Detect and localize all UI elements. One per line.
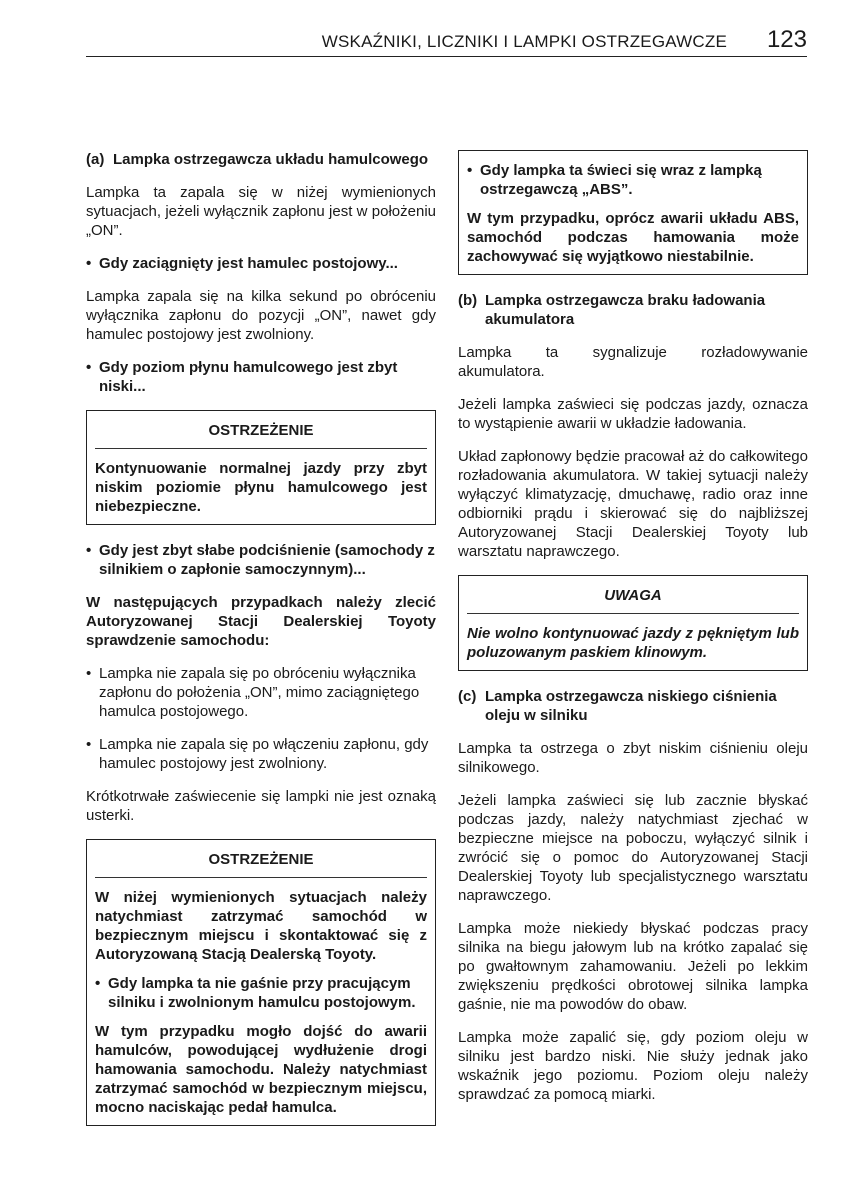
section-c-paragraph-3: Lampka może niekiedy błyskać podczas pracy silnika na biegu jałowym lub na krótko zapalać się po gwałtownym zahamowaniu. Jeżeli po lekkim zwiększeniu prędkości obrotowej silnika lampka gaśnie, nie ma powodów do obaw.: [458, 920, 808, 1013]
section-b-heading: [458, 291, 808, 329]
section-b-paragraph-2: Jeżeli lampka zaświeci się podczas jazdy, oznacza to wystąpienie awarii w układzie ładowania.: [458, 396, 808, 432]
abs-bullet: [467, 161, 799, 199]
note-box-belt: [458, 575, 808, 671]
bullet-glyph: •: [95, 975, 101, 992]
section-c-heading-text: Lampka ostrzegawcza niskiego ciśnienia oleju w silniku: [485, 688, 777, 724]
left-column: [86, 150, 436, 1142]
bullet-vacuum: [86, 541, 436, 579]
bullet-vacuum-text: Gdy jest zbyt słabe podciśnienie (samochody z silnikiem o zapłonie samoczynnym)...: [99, 542, 435, 578]
warning-box-bullet: [95, 974, 427, 1012]
contact-dealer-paragraph: W następujących przypadkach należy zlecić Autoryzowanej Stacji Dealerskiej Toyoty sprawdzenie samochodu:: [86, 594, 436, 649]
bullet-glyph: •: [86, 542, 92, 559]
bullet-parking-brake-text: Gdy zaciągnięty jest hamulec postojowy...: [99, 255, 398, 272]
note-box-text: Nie wolno kontynuować jazdy z pękniętym lub poluzowanym paskiem klinowym.: [467, 625, 799, 661]
section-c-paragraph-2: Jeżeli lampka zaświeci się lub zacznie błyskać podczas jazdy, należy natychmiast zjechać w bezpieczne miejsce na poboczu, wyłączyć silnik i zwrócić się o pomoc do Autoryzowanej Stacji Dealerskiej Toyoty lub specjalistycznego warsztatu naprawczego.: [458, 792, 808, 904]
section-a-heading: [86, 150, 436, 169]
warning-box-text: Kontynuowanie normalnej jazdy przy zbyt niskim poziomie płynu hamulcowego jest niebezpieczne.: [95, 460, 427, 515]
abs-warning-box: [458, 150, 808, 275]
bullet-parking-brake: [86, 254, 436, 273]
section-b-paragraph-1: Lampka ta sygnalizuje rozładowywanie akumulatora.: [458, 344, 808, 380]
section-b-paragraph-3: Układ zapłonowy będzie pracował aż do całkowitego rozładowania akumulatora. W takiej sytuacji należy wyłączyć klimatyzację, dmuchawę, radio oraz inne odbiorniki prądu i skierować się do najbliższej Autoryzowanej Stacji Dealerskiej Toyoty lub warsztatu naprawczego.: [458, 448, 808, 560]
warning-box-brake-fluid: [86, 410, 436, 525]
right-column: [458, 150, 808, 1118]
warning-box-bullet-text: Gdy lampka ta nie gaśnie przy pracującym silniku i zwolnionym hamulcu postojowym.: [108, 975, 416, 1011]
bullet-brake-fluid-text: Gdy poziom płynu hamulcowego jest zbyt niski...: [99, 359, 398, 395]
short-lighting-paragraph: Krótkotrwałe zaświecenie się lampki nie jest oznaką usterki.: [86, 788, 436, 824]
bullet-glyph: •: [86, 255, 92, 272]
section-c-heading: [458, 687, 808, 725]
page-header: [86, 22, 807, 57]
abs-bullet-text: Gdy lampka ta świeci się wraz z lampką ostrzegawczą „ABS”.: [480, 162, 762, 198]
bullet-glyph: •: [467, 162, 473, 179]
case-item-1: [86, 664, 436, 721]
bullet-glyph: •: [86, 359, 92, 376]
section-b-marker: (b): [458, 292, 478, 309]
section-a-heading-text: Lampka ostrzegawcza układu hamulcowego: [113, 151, 429, 168]
section-a-paragraph: Lampka ta zapala się w niżej wymienionych sytuacjach, jeżeli wyłącznik zapłonu jest w położeniu „ON”.: [86, 184, 436, 239]
warning-box-title: OSTRZEŻENIE: [95, 848, 427, 878]
abs-warning-text: W tym przypadku, oprócz awarii układu ABS, samochód podczas hamowania może zachowywać się wyjątkowo niestabilnie.: [467, 210, 799, 265]
page-header-title: WSKAŹNIKI, LICZNIKI I LAMPKI OSTRZEGAWCZE: [321, 32, 727, 51]
section-c-paragraph-4: Lampka może zapalić się, gdy poziom oleju w silniku jest bardzo niski. Nie służy jednak jako wskaźnik jego poziomu. Poziom oleju należy sprawdzać za pomocą miarki.: [458, 1029, 808, 1103]
warning-box-paragraph-2: W tym przypadku mogło dojść do awarii hamulców, powodującej wydłużenie drogi hamowania samochodu. Należy natychmiast zatrzymać samochód w bezpiecznym miejscu, mocno naciskając pedał hamulca.: [95, 1023, 427, 1116]
warning-box-paragraph-1: W niżej wymienionych sytuacjach należy natychmiast zatrzymać samochód w bezpiecznym miejscu i skontaktować się z Autoryzowaną Stacją Dealerską Toyoty.: [95, 889, 427, 963]
note-box-title: UWAGA: [467, 584, 799, 614]
parking-brake-paragraph: Lampka zapala się na kilka sekund po obróceniu wyłącznika zapłonu do pozycji „ON”, nawet gdy hamulec postojowy jest zwolniony.: [86, 288, 436, 343]
case-item-2: [86, 735, 436, 773]
bullet-brake-fluid: [86, 358, 436, 396]
page-number: 123: [766, 26, 807, 53]
bullet-glyph: •: [86, 665, 92, 682]
case-item-1-text: Lampka nie zapala się po obróceniu wyłącznika zapłonu do położenia „ON”, mimo zaciągniętego hamulca postojowego.: [99, 665, 420, 720]
warning-box-title: OSTRZEŻENIE: [95, 419, 427, 449]
section-b-heading-text: Lampka ostrzegawcza braku ładowania akumulatora: [485, 292, 766, 328]
section-c-marker: (c): [458, 688, 477, 705]
bullet-glyph: •: [86, 736, 92, 753]
warning-box-stop-vehicle: [86, 839, 436, 1126]
section-a-marker: (a): [86, 151, 105, 168]
section-c-paragraph-1: Lampka ta ostrzega o zbyt niskim ciśnieniu oleju silnikowego.: [458, 740, 808, 776]
case-item-2-text: Lampka nie zapala się po włączeniu zapłonu, gdy hamulec postojowy jest zwolniony.: [99, 736, 429, 772]
